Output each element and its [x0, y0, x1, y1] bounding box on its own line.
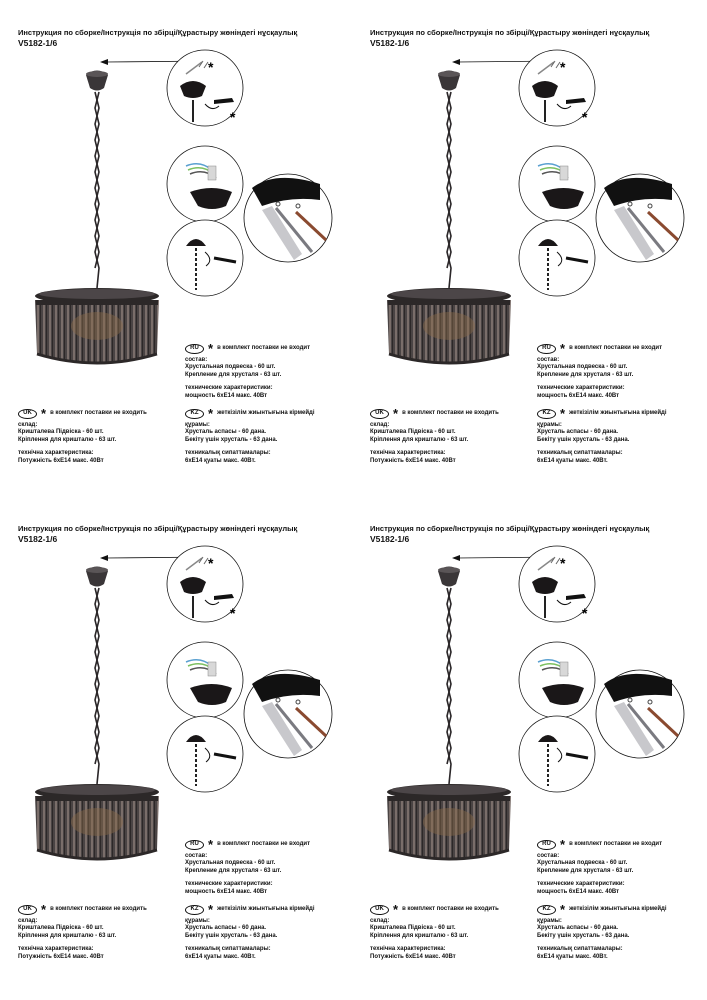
- ru-note: в комплект поставки не входит: [217, 345, 311, 352]
- uk-spec-title: технічна характеристика:: [18, 450, 94, 457]
- detail-crystal-hook: [596, 174, 684, 262]
- star-icon: *: [41, 902, 47, 917]
- kz-note: жеткізілім жиынтығына кірмейді: [569, 906, 667, 913]
- instruction-sheet: [352, 0, 704, 496]
- arrow-head: [452, 555, 460, 561]
- detail-wiring: [519, 642, 595, 718]
- detail-crystal-hook: [244, 174, 332, 262]
- kz-comp-2: Бекіту үшін хрусталь - 63 дана.: [537, 932, 630, 939]
- kz-spec-title: техникалық сипаттамалары:: [185, 946, 271, 953]
- detail-mount: [519, 50, 595, 126]
- ru-comp-title: состав:: [185, 357, 208, 363]
- ru-note: в комплект поставки не входит: [569, 345, 663, 352]
- detail-canopy-screw: [167, 716, 243, 792]
- star-icon: *: [560, 902, 566, 917]
- uk-comp-title: склад:: [18, 422, 38, 428]
- kz-comp-title: құрамы:: [185, 422, 210, 428]
- kz-spec-1: 6хE14 қуаты макс. 40Вт.: [185, 953, 256, 960]
- kz-section: [185, 406, 315, 465]
- top-ring-inner: [391, 289, 507, 299]
- ru-badge: RU: [185, 840, 204, 850]
- ru-badge: RU: [185, 344, 204, 354]
- kz-comp-1: Хрусталь аспасы - 60 дана.: [185, 429, 267, 436]
- uk-section: [18, 902, 147, 961]
- arrow-head: [100, 555, 108, 561]
- ru-spec-title: технические характеристики:: [185, 881, 273, 888]
- model-number: V5182-1/6: [370, 534, 410, 544]
- star-icon: *: [560, 555, 566, 571]
- ru-badge: RU: [537, 840, 556, 850]
- instruction-title: Инструкция по сборке/Інструкція по збірці/Құрастыру жөніндегі нұсқаулық: [370, 28, 650, 37]
- uk-comp-1: Кришталева Підвіска - 60 шт.: [18, 925, 104, 932]
- ru-spec-1: мощность 6хE14 макс. 40Вт: [537, 392, 620, 399]
- uk-badge: UK: [18, 409, 37, 419]
- uk-note: в комплект поставки не входить: [50, 906, 147, 913]
- uk-comp-title: склад:: [370, 422, 390, 428]
- detail-canopy-screw: [519, 220, 595, 296]
- canopy-rim: [438, 71, 460, 77]
- uk-spec-1: Потужність 6хE14 макс. 40Вт: [370, 953, 456, 960]
- uk-comp-1: Кришталева Підвіска - 60 шт.: [370, 429, 456, 436]
- kz-note: жеткізілім жиынтығына кірмейді: [569, 410, 667, 417]
- uk-spec-title: технічна характеристика:: [370, 946, 446, 953]
- kz-comp-2: Бекіту үшін хрусталь - 63 дана.: [185, 932, 278, 939]
- ru-comp-2: Крепление для хрусталя - 63 шт.: [185, 867, 282, 874]
- chandelier: [35, 71, 159, 364]
- kz-badge: KZ: [537, 409, 556, 419]
- ru-badge: RU: [537, 344, 556, 354]
- uk-badge: UK: [18, 905, 37, 915]
- uk-note: в комплект поставки не входить: [402, 410, 499, 417]
- uk-comp-2: Кріплення для кришталю - 63 шт.: [18, 436, 117, 443]
- ru-comp-1: Хрустальная подвеска - 60 шт.: [537, 364, 628, 371]
- arrow-head: [452, 59, 460, 65]
- ru-section: [185, 837, 311, 896]
- kz-badge: KZ: [185, 409, 204, 419]
- kz-section: [185, 902, 315, 961]
- ru-comp-title: состав:: [537, 357, 560, 363]
- ru-note: в комплект поставки не входит: [217, 841, 311, 848]
- ru-section: [185, 341, 311, 400]
- star-icon: *: [393, 902, 399, 917]
- detail-crystal-hook: [244, 670, 332, 758]
- kz-badge: KZ: [537, 905, 556, 915]
- bulb-glow: [71, 312, 123, 340]
- bulb-glow: [423, 312, 475, 340]
- crystal-ring-band: [388, 300, 510, 305]
- ru-comp-2: Крепление для хрусталя - 63 шт.: [537, 371, 634, 378]
- chain: [447, 92, 451, 288]
- instruction-sheet: [352, 496, 704, 992]
- ru-note: в комплект поставки не входит: [569, 841, 663, 848]
- star-icon: *: [560, 837, 566, 852]
- kz-spec-1: 6хE14 қуаты макс. 40Вт.: [537, 457, 608, 464]
- model-number: V5182-1/6: [370, 38, 410, 48]
- kz-spec-title: техникалық сипаттамалары:: [537, 450, 623, 457]
- uk-comp-title: склад:: [18, 918, 38, 924]
- ru-spec-title: технические характеристики:: [537, 881, 625, 888]
- canopy-rim: [86, 567, 108, 573]
- ru-spec-1: мощность 6хE14 макс. 40Вт: [185, 888, 268, 895]
- kz-spec-1: 6хE14 қуаты макс. 40Вт.: [185, 457, 256, 464]
- star-icon: *: [582, 109, 588, 125]
- star-icon: *: [208, 59, 214, 75]
- detail-wiring: [167, 642, 243, 718]
- star-icon: *: [208, 555, 214, 571]
- uk-spec-title: технічна характеристика:: [18, 946, 94, 953]
- ru-comp-1: Хрустальная подвеска - 60 шт.: [537, 860, 628, 867]
- ru-spec-title: технические характеристики:: [537, 385, 625, 392]
- kz-comp-2: Бекіту үшін хрусталь - 63 дана.: [185, 436, 278, 443]
- kz-comp-2: Бекіту үшін хрусталь - 63 дана.: [537, 436, 630, 443]
- ru-spec-title: технические характеристики:: [185, 385, 273, 392]
- uk-spec-1: Потужність 6хE14 макс. 40Вт: [370, 457, 456, 464]
- chain: [95, 92, 99, 288]
- crystal-ring-band: [36, 300, 158, 305]
- uk-section: [370, 902, 499, 961]
- uk-note: в комплект поставки не входить: [50, 410, 147, 417]
- ru-comp-2: Крепление для хрусталя - 63 шт.: [185, 371, 282, 378]
- kz-spec-title: техникалық сипаттамалары:: [185, 450, 271, 457]
- canopy-rim: [86, 71, 108, 77]
- uk-section: [18, 406, 147, 465]
- detail-wiring: [519, 146, 595, 222]
- ru-section: [537, 341, 663, 400]
- kz-section: [537, 406, 667, 465]
- kz-note: жеткізілім жиынтығына кірмейді: [217, 906, 315, 913]
- detail-canopy-screw: [519, 716, 595, 792]
- star-icon: *: [560, 406, 566, 421]
- top-ring-inner: [391, 785, 507, 795]
- uk-spec-1: Потужність 6хE14 макс. 40Вт: [18, 457, 104, 464]
- detail-crystal-hook: [596, 670, 684, 758]
- chandelier: [35, 567, 159, 860]
- model-number: V5182-1/6: [18, 534, 58, 544]
- ru-comp-title: состав:: [185, 853, 208, 859]
- uk-note: в комплект поставки не входить: [402, 906, 499, 913]
- chandelier: [387, 567, 511, 860]
- star-icon: *: [230, 605, 236, 621]
- kz-section: [537, 902, 667, 961]
- kz-spec-1: 6хE14 қуаты макс. 40Вт.: [537, 953, 608, 960]
- instruction-title: Инструкция по сборке/Інструкція по збірці/Құрастыру жөніндегі нұсқаулық: [18, 28, 298, 37]
- detail-wiring: [167, 146, 243, 222]
- top-ring-inner: [39, 289, 155, 299]
- bulb-glow: [423, 808, 475, 836]
- canopy-rim: [438, 567, 460, 573]
- star-icon: *: [560, 59, 566, 75]
- uk-spec-1: Потужність 6хE14 макс. 40Вт: [18, 953, 104, 960]
- chandelier: [387, 71, 511, 364]
- kz-comp-1: Хрусталь аспасы - 60 дана.: [537, 925, 619, 932]
- star-icon: *: [582, 605, 588, 621]
- star-icon: *: [208, 406, 214, 421]
- instruction-title: Инструкция по сборке/Інструкція по збірці/Құрастыру жөніндегі нұсқаулық: [18, 524, 298, 533]
- star-icon: *: [560, 341, 566, 356]
- kz-comp-title: құрамы:: [537, 918, 562, 924]
- kz-badge: KZ: [185, 905, 204, 915]
- star-icon: *: [208, 902, 214, 917]
- crystal-ring-band: [36, 796, 158, 801]
- ru-comp-1: Хрустальная подвеска - 60 шт.: [185, 860, 276, 867]
- kz-comp-1: Хрусталь аспасы - 60 дана.: [185, 925, 267, 932]
- ru-comp-1: Хрустальная подвеска - 60 шт.: [185, 364, 276, 371]
- uk-comp-2: Кріплення для кришталю - 63 шт.: [370, 436, 469, 443]
- uk-comp-1: Кришталева Підвіска - 60 шт.: [370, 925, 456, 932]
- kz-comp-1: Хрусталь аспасы - 60 дана.: [537, 429, 619, 436]
- crystal-ring-band: [388, 796, 510, 801]
- star-icon: *: [230, 109, 236, 125]
- uk-comp-2: Кріплення для кришталю - 63 шт.: [18, 932, 117, 939]
- ru-comp-2: Крепление для хрусталя - 63 шт.: [537, 867, 634, 874]
- ru-spec-1: мощность 6хE14 макс. 40Вт: [537, 888, 620, 895]
- top-ring-inner: [39, 785, 155, 795]
- kz-spec-title: техникалық сипаттамалары:: [537, 946, 623, 953]
- star-icon: *: [393, 406, 399, 421]
- instruction-sheet: [0, 496, 352, 992]
- chain: [95, 588, 99, 784]
- detail-canopy-screw: [167, 220, 243, 296]
- star-icon: *: [208, 341, 214, 356]
- uk-comp-1: Кришталева Підвіска - 60 шт.: [18, 429, 104, 436]
- kz-note: жеткізілім жиынтығына кірмейді: [217, 410, 315, 417]
- model-number: V5182-1/6: [18, 38, 58, 48]
- star-icon: *: [208, 837, 214, 852]
- ru-spec-1: мощность 6хE14 макс. 40Вт: [185, 392, 268, 399]
- uk-spec-title: технічна характеристика:: [370, 450, 446, 457]
- uk-comp-2: Кріплення для кришталю - 63 шт.: [370, 932, 469, 939]
- chain: [447, 588, 451, 784]
- uk-badge: UK: [370, 409, 389, 419]
- uk-section: [370, 406, 499, 465]
- kz-comp-title: құрамы:: [185, 918, 210, 924]
- detail-mount: [167, 546, 243, 622]
- instruction-sheet: [0, 0, 352, 496]
- bulb-glow: [71, 808, 123, 836]
- ru-section: [537, 837, 663, 896]
- ru-comp-title: состав:: [537, 853, 560, 859]
- detail-mount: [167, 50, 243, 126]
- instruction-title: Инструкция по сборке/Інструкція по збірці/Құрастыру жөніндегі нұсқаулық: [370, 524, 650, 533]
- arrow-head: [100, 59, 108, 65]
- uk-comp-title: склад:: [370, 918, 390, 924]
- uk-badge: UK: [370, 905, 389, 915]
- star-icon: *: [41, 406, 47, 421]
- detail-mount: [519, 546, 595, 622]
- kz-comp-title: құрамы:: [537, 422, 562, 428]
